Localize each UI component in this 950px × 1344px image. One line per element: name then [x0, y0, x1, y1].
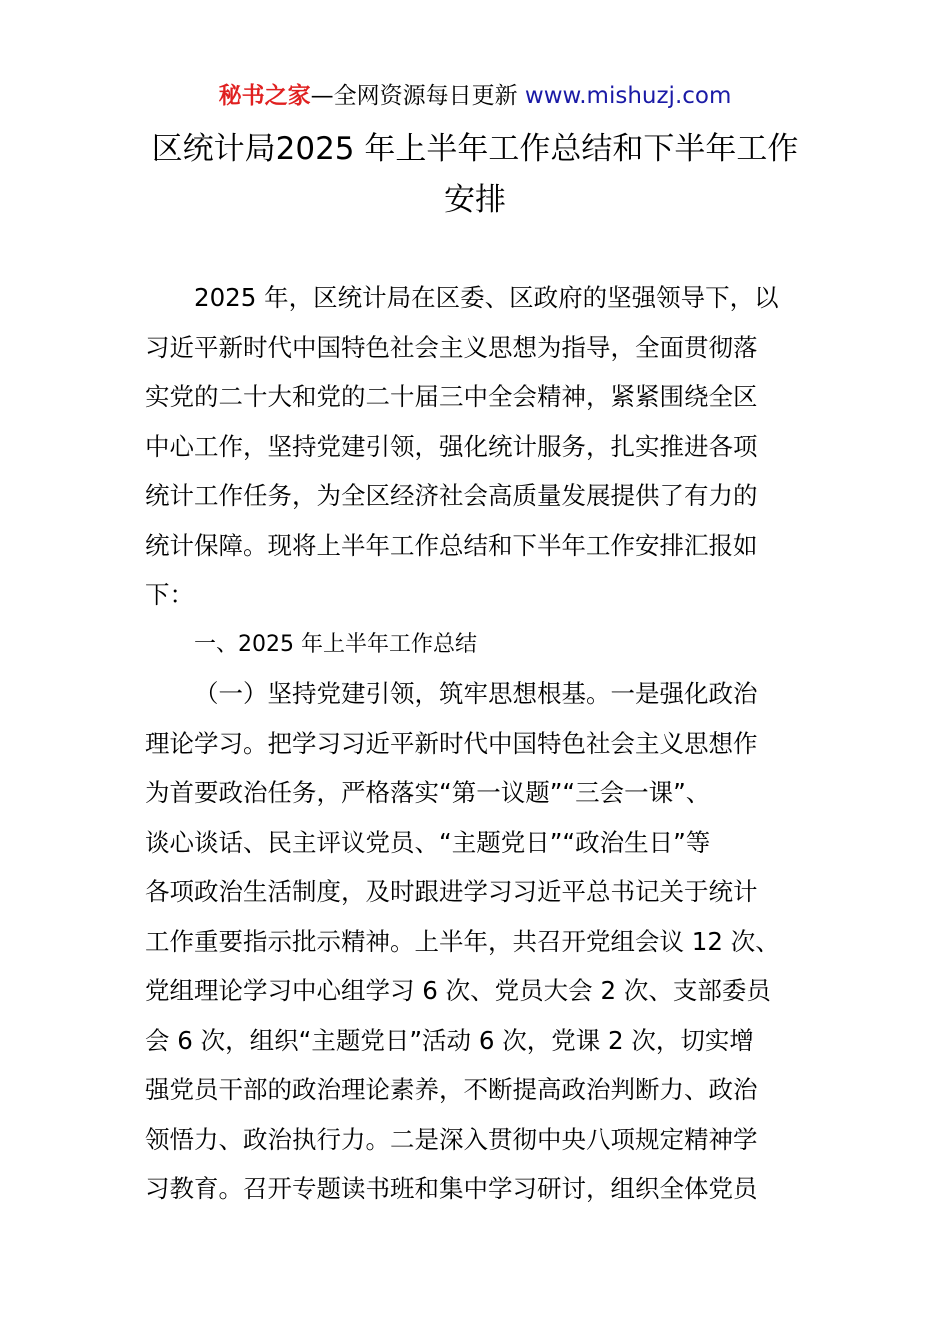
paragraph-line: 理论学习。把学习习近平新时代中国特色社会主义思想作 [145, 728, 758, 758]
body-content [145, 273, 810, 1214]
paragraph-line: 党组理论学习中心组学习 6 次、党员大会 2 次、支部委员 [145, 976, 771, 1005]
paragraph-line: 工作重要指示批示精神。上半年，共召开党组会议 12 次、 [145, 926, 780, 956]
intro-line: 统计工作任务，为全区经济社会高质量发展提供了有力的 [145, 481, 758, 510]
site-header [0, 80, 950, 112]
paragraph-line: 习教育。召开专题读书班和集中学习研讨，组织全体党员 [145, 1174, 758, 1203]
site-url-link[interactable]: www.mishuzj.com [524, 83, 732, 109]
paragraph-line: 领悟力、政治执行力。二是深入贯彻中央八项规定精神学 [145, 1124, 758, 1154]
intro-line: 实党的二十大和党的二十届三中全会精神，紧紧围绕全区 [145, 382, 758, 411]
paragraph-line: 会 6 次，组织“主题党日”活动 6 次，党课 2 次，切实增 [145, 1025, 754, 1055]
paragraph-line: 谈心谈话、民主评议党员、“主题党日”“政治生日”等 [145, 827, 711, 857]
section-heading: 一、2025 年上半年工作总结 [194, 631, 477, 657]
intro-line: 中心工作，坚持党建引领，强化统计服务，扎实推进各项 [145, 431, 758, 461]
intro-line: 2025 年，区统计局在区委、区政府的坚强领导下，以 [194, 283, 779, 312]
intro-line: 习近平新时代中国特色社会主义思想为指导，全面贯彻落 [145, 332, 758, 362]
paragraph-line: （一）坚持党建引领，筑牢思想根基。一是强化政治 [194, 679, 758, 708]
site-brand: 秘书之家 [218, 83, 311, 109]
site-tagline: —全网资源每日更新 [310, 83, 518, 109]
title-line-2: 安排 [444, 182, 506, 218]
title-line-1: 区统计局2025 年上半年工作总结和下半年工作 [151, 131, 799, 167]
intro-line: 下： [145, 580, 194, 609]
paragraph-line: 为首要政治任务，严格落实“第一议题”“三会一课”、 [145, 778, 711, 807]
intro-line: 统计保障。现将上半年工作总结和下半年工作安排汇报如 [145, 530, 758, 560]
document-title [140, 124, 810, 226]
paragraph-line: 各项政治生活制度，及时跟进学习习近平总书记关于统计 [145, 877, 758, 906]
paragraph-line: 强党员干部的政治理论素养，不断提高政治判断力、政治 [145, 1075, 758, 1104]
